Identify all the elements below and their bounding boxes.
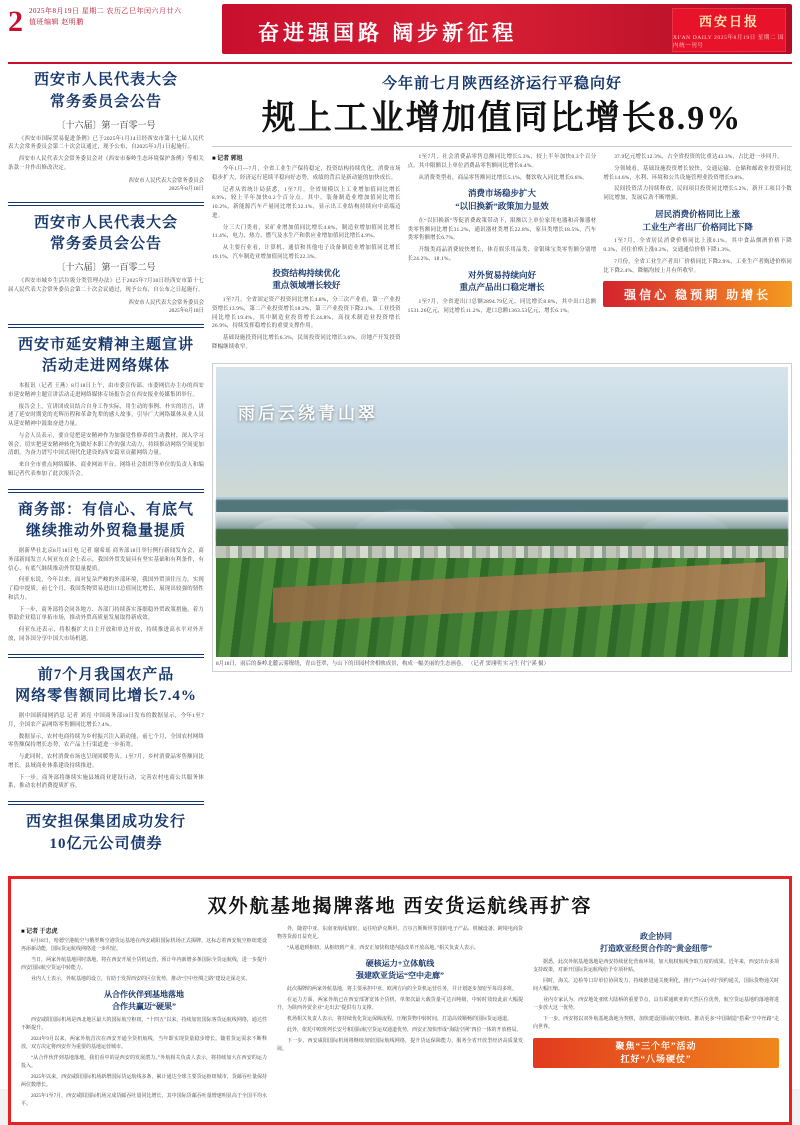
landscape-photo (216, 367, 788, 657)
paragraph: “从合作伙伴到基地落地，我们看中的是西安的发展潜力。”外航相关负责人表示，将持续加大在西安的运力投入。 (21, 1055, 267, 1069)
lead-headline (212, 99, 792, 138)
paragraph: 下一步，西安将以双外航基地落地为契机，加快建设国际航空枢纽，推动更多“中国制造”搭乘“空中丝路”走向世界。 (533, 1016, 779, 1030)
paragraph: 基础设施投资同比增长6.3%，民间投资同比增长3.6%，房地产开发投资降幅继续收窄。 (212, 335, 401, 350)
bottom-headline: 双外航基地揭牌落地 西安货运航线再扩容 (207, 895, 593, 917)
paragraph: 何亚东还表示，将积极扩大自主开放和单边开放，持续推进高水平对外开放，同各国分享中国大市场机遇。 (8, 627, 204, 642)
article-notice-102 (8, 213, 204, 314)
bottom-body-1b (21, 1017, 267, 1109)
article-signature: 西安市人民代表大会常务委员会 2025年8月18日 (128, 177, 204, 192)
paragraph: 本报讯（记者 王燕）8月18日上午，由市委宣传部、市委网信办主办的西安市延安精神主题宣讲活动走进网络媒体专场报告会在西安报业传媒集团举行。 (8, 383, 204, 398)
left-column (8, 70, 204, 866)
bottom-subhead-3: 政企协同 打造欧亚经贸合作的“黄金纽带” (600, 931, 712, 953)
paragraph: 西安咸阳国际机场是西北地区最大的国际航空枢纽，“十四五”以来，持续加密国际客货运航线网络，通达性不断提升。 (21, 1017, 267, 1031)
paragraph: 此次揭牌的两家外航基地，将主要承担中亚、欧洲方向的全货机运营任务，并计划逐步加密至每周多班。 (287, 986, 518, 992)
highlighted-article (8, 876, 792, 1125)
article-title: 西安市人民代表大会 常务委员会公告 (33, 72, 178, 110)
lead-headline-value: 8.9% (657, 100, 743, 137)
paragraph: 此外，依托中欧班列长安号和国际航空货运双通道优势，西安正加快形成“海陆空网”四位一体的开放格局。 (287, 1027, 522, 1033)
photo-overlay-title: 雨后云绕青山翠 (238, 403, 378, 423)
article-body (8, 135, 204, 173)
paragraph: 据新华社北京8月18日电 记者 谢希瑶 商务部18日举行例行新闻发布会，商务部新闻发言人何亚东在会上表示，我国外贸发展具有坚实基础和有利条件，有信心、有底气继续推动外贸稳量提质。 (8, 548, 204, 572)
paragraph: 西安市人民代表大会常务委员会对《西安市秦岭生态环境保护条例》等相关条款一并作出修改决定。 (8, 156, 204, 171)
right-column (212, 70, 792, 866)
lead-column-3 (603, 153, 792, 355)
paragraph: 来自全市重点网络媒体、商业网站平台、网络社会组织等单位的负责人和编辑记者代表参加了此次报告会。 (8, 462, 204, 477)
paragraph: 报告会上，宣讲团成员结合自身工作实际，用生动的事例、朴实的语言，讲述了延安时期党的光辉历程和革命先辈的感人故事，引导广大网络媒体从业人员从延安精神中汲取奋进力量。 (8, 403, 204, 427)
paragraph: 与此同时，农村消费市场也呈现回暖势头。1至7月，乡村消费品零售额同比增长，县域商业体系建设持续推进。 (8, 754, 204, 769)
paragraph: 机场相关负责人表示，将持续优化货运保障流程，压缩货物中转时间，打造高效顺畅的国际货运通道。 (287, 1016, 513, 1022)
article-agri-ecommerce (8, 665, 204, 792)
article-signature: 西安市人民代表大会常务委员会 2025年8月18日 (128, 299, 204, 314)
masthead-left (8, 6, 218, 52)
masthead (0, 0, 800, 60)
paragraph: 7月份，全省工业生产者出厂价格同比下降2.9%，工业生产者购进价格同比下降2.4%，降幅均较上月有所收窄。 (603, 258, 793, 274)
divider (8, 202, 204, 206)
bottom-column-2 (277, 926, 523, 1112)
bottom-body-2b (277, 986, 523, 1054)
paragraph: 《西安市城乡生活垃圾分类管理办法》已于2025年7月30日经西安市第十七届人民代表大会常务委员会第二十次会议通过，现予公布，自公布之日起施行。 (8, 278, 204, 293)
confidence-ribbon: 强信心 稳预期 助增长 (603, 281, 792, 307)
lead-body-5 (408, 298, 597, 316)
page-number: 2 (8, 5, 23, 38)
bottom-columns (21, 926, 779, 1112)
bottom-column-3 (533, 926, 779, 1112)
paragraph: 今年1月—7月，全省工业生产保持稳定，投资结构持续优化，消费市场稳步扩大，经济运行延续平稳向好态势，成绩的背后是新动能的加快成长。 (212, 166, 401, 181)
photo-caption: 8月18日，雨后的秦岭北麓云雾缭绕，青山苍翠，与山下的田园村舍相映成景，构成一幅美丽的生态画卷。 （记者 窦翊明 实习生 付宁溪 摄） (216, 660, 549, 667)
lead-body-1 (212, 165, 401, 262)
bottom-body-3 (533, 959, 779, 1032)
paragraph: 下一步，西安咸阳国际机场将继续加密国际航线网络，提升货运保障能力，服务全省开放型经济高质量发展。 (277, 1038, 523, 1052)
paragraph: 在运力方面，两家外航已在西安部署宽体全货机，单架次最大载货量可达百吨级，中转时效较此前大幅提升，为陕西外贸企业“走出去”提供有力支撑。 (277, 997, 523, 1011)
bottom-body-1 (21, 938, 267, 984)
paragraph: 从消费类型看，商品零售额同比增长5.1%，餐饮收入同比增长6.6%。 (418, 174, 588, 181)
lead-subhead-consumption: 消费市场稳步扩大 “以旧换新”政策加力显效 (455, 188, 549, 212)
lead-body-4 (408, 217, 597, 264)
masthead-editor: 值班编辑 赵明鹏 (29, 17, 84, 26)
paragraph: 2025年以来，西安咸阳国际机场新增国际货运航线多条，累计通达全球主要货运枢纽城市，货邮吞吐量保持两位数增长。 (21, 1074, 267, 1088)
lead-column-1 (212, 153, 401, 355)
paragraph: 1至7月，社会消费品零售总额同比增长5.3%，较上半年加快0.3个百分点。其中限额以上单位消费品零售额同比增长6.4%。 (407, 154, 597, 169)
campaign-badge (533, 1038, 779, 1068)
lead-byline: ■ 记者 郭旭 (212, 153, 401, 162)
paragraph: 分领域看，基础设施投资增长较快，交通运输、仓储和邮政业投资同比增长14.6%，水利、环境和公共设施管理业投资增长9.8%。 (603, 165, 793, 181)
masthead-banner (222, 4, 792, 54)
lead-column-2 (408, 153, 597, 355)
paragraph: 升级类商品消费较快增长，体育娱乐用品类、金银珠宝类零售额分别增长24.2%、18.1%。 (407, 247, 597, 262)
lead-body-3 (408, 153, 597, 182)
paragraph: 2024年9月以来，两家外航首次在西安开通全货机航线，当年即实现货量稳步增长。随着货运需求不断释放，双方决定将西安作为重要的基地运营城市。 (21, 1036, 267, 1050)
paragraph: 1至7月，全省进出口总额2894.79亿元，同比增长8.8%，其中出口总额1531.26亿元，同比增长11.2%，进口总额1363.53亿元，增长6.1%。 (407, 299, 597, 314)
article-title: 西安担保集团成功发行 10亿元公司债券 (25, 814, 186, 852)
paragraph: 2025年1至7月，西安咸阳国际机场完成货邮吞吐量同比增长，其中国际货邮吞吐量增速明显高于全国平均水平。 (21, 1093, 267, 1107)
article-title: 西安市人民代表大会 常务委员会公告 (33, 214, 178, 253)
paragraph: 据中国新闻网消息 记者 刘亮 中国商务部18日发布的数据显示，今年1至7月，全国农产品网络零售额同比增长7.4%。 (8, 713, 204, 728)
paragraph: 与会人员表示，要自觉把延安精神作为加强党性修养的生动教材，深入学习领会，切实把延安精神转化为做好本职工作的强大动力，持续推动网络空间更加清朗，为奋力谱写中国式现代化建设的西安篇章贡献网络力量。 (8, 432, 204, 457)
paragraph: 下一步，商务部将继续实施县域商业建设行动，完善农村电商公共服务体系，推动农村消费提质扩容。 (8, 774, 204, 790)
newspaper-logo (672, 8, 786, 52)
paragraph: “从通道到枢纽，从枢纽到产业，西安正加快构建内陆改革开放高地。”相关负责人表示。 (287, 945, 479, 951)
paragraph: 数据显示，农村电商持续为乡村振兴注入新动能，前七个月，全国农村网络零售额保持增长态势，农产品上行渠道进一步拓宽。 (8, 733, 204, 749)
divider (8, 489, 204, 493)
article-body (8, 277, 204, 295)
bottom-body-2 (277, 926, 523, 953)
bottom-column-1 (21, 926, 267, 1112)
paragraph: 据悉，此次外航基地落地是西安持续优化营商环境、加大航权航线争取力度的成果。近年来，西安出台多项支持政策，对新开国际货运航线给予专项补贴。 (533, 959, 779, 973)
lead-body-2 (212, 296, 401, 352)
lead-columns (212, 153, 792, 355)
article-body (8, 712, 204, 791)
lead-eyebrow: 今年前七月陕西经济运行平稳向好 (381, 76, 622, 92)
paragraph: 在“以旧换新”等促消费政策带动下，限额以上单位家用电器和音像器材类零售额同比增长31.2%，通讯器材类增长22.8%，家具类增长18.5%，汽车类零售额增长6.7%。 (407, 217, 597, 242)
divider (212, 146, 792, 147)
masthead-date-info (29, 6, 182, 27)
paragraph: 民间投资活力持续释放，民间项目投资同比增长5.2%，新开工项目个数同比增加，发展后劲不断增强。 (603, 186, 793, 202)
lead-headline-text: 规上工业增加值同比增长 (261, 100, 658, 137)
lead-body-7 (603, 237, 792, 275)
divider (8, 654, 204, 658)
paragraph: 同时，海关、边检等口岸单位协同发力，持续推进通关便利化，推行“7×24小时”预约通关，国际货物通关时间大幅压缩。 (533, 978, 779, 992)
paragraph: 分三大门类看，采矿业增加值同比增长4.8%，制造业增加值同比增长11.4%，电力、热力、燃气及水生产和供应业增加值同比增长4.9%。 (212, 224, 401, 240)
article-subtitle: 〔十六届〕第一百零二号 (56, 262, 156, 272)
bottom-byline: ■ 记者 于忠虎 (21, 926, 267, 935)
article-yanan-spirit (8, 335, 204, 479)
article-title: 前7个月我国农产品 网络零售额同比增长7.4% (15, 666, 197, 705)
paragraph: 业内人士表示，外航基地的设立，有助于发挥西安的区位优势，推动“空中丝绸之路”建设走深走实。 (31, 976, 251, 982)
article-xian-guarantee-bond (8, 812, 204, 856)
bottom-subhead-2: 硬核运力+立体航线 强建欧亚货运“空中走廊” (356, 958, 444, 980)
paragraph: 记者从省统计局获悉，1至7月，全省规模以上工业增加值同比增长8.9%，较上半年加快0.2个百分点。其中，装备制造业增加值同比增长10.2%，新能源汽车产量同比增长32.1%，显示出工业结构持续向中高端迈进。 (212, 186, 401, 219)
article-title: 商务部：有信心、有底气 继续推动外贸稳量提质 (17, 501, 194, 540)
campaign-badge-line2: 扛好“八场硬仗” (620, 1053, 692, 1064)
divider (8, 324, 204, 328)
article-body (8, 382, 204, 479)
paragraph: 外，随着中亚、东南亚航线加密，运往哈萨克斯坦、吉尔吉斯斯坦等国的电子产品、机械设备、跨境电商货物等货源日益充足。 (277, 926, 523, 940)
article-notice-101 (8, 70, 204, 192)
article-subtitle: 〔十六届〕第一百零一号 (56, 119, 156, 130)
divider (8, 801, 204, 805)
campaign-badge-line1: 聚焦“三个年”活动 (615, 1041, 697, 1052)
photo-block (212, 363, 792, 672)
lead-subhead-prices: 居民消费价格同比上涨 工业生产者出厂价格同比下降 (642, 208, 753, 232)
paragraph: 何亚东说，今年以来，面对复杂严峻的外部环境，我国外贸顶住压力，实现了稳中提质。前七个月，我国货物贸易进出口总值同比增长，展现出较强的韧性和活力。 (8, 577, 204, 601)
paragraph: 1至7月，全省固定资产投资同比增长4.8%，分三次产业看，第一产业投资增长13.9%，第二产业投资增长18.2%，第三产业投资下降2.1%。工业投资同比增长19.4%，其中制造业投资增长24.8%，高技术制造业投资增长26.9%，持续发挥稳增长的重要支撑作用。 (212, 297, 401, 330)
paragraph: 1至7月，全省居民消费价格同比上涨0.1%。其中食品烟酒价格下降0.3%，居住价格上涨0.2%，交通通信价格下降1.3%。 (603, 238, 793, 254)
masthead-date: 2025年8月19日 星期二 农历乙巳年闰六月廿六 (29, 7, 182, 15)
paragraph: 《西安市国际贸易促进条例》已于2025年1月14日经西安市第十七届人民代表大会常务委员会第二十次会议通过，现予公布，自2025年3月1日起施行。 (8, 135, 204, 151)
lead-subhead-investment: 投资结构持续优化 重点领域增长较好 (272, 267, 341, 291)
paragraph: 业内专家认为，西安地处亚欧大陆桥的重要节点，具有联通欧亚的天然区位优势，航空货运基地的落地将进一步放大这一优势。 (533, 997, 779, 1011)
logo-title: 西安日报 (698, 14, 759, 29)
lead-subhead-trade: 对外贸易持续向好 重点产品出口稳定增长 (459, 269, 545, 293)
masthead-slogan: 奋进强国路 阔步新征程 (258, 21, 518, 45)
article-body (8, 547, 204, 644)
logo-subtitle: XI'AN DAILY 2025年8月19日 星期二 国内统一刊号 (673, 35, 785, 49)
article-title: 西安市延安精神主题宣讲 活动走进网络媒体 (17, 336, 194, 375)
paragraph: 8月18日，哈德空港航空与俄罗斯空港货运基地在西安咸阳国际机场正式揭牌，这标志着西安航空枢纽建设再添新动能，国际货运航线网络进一步织密。 (21, 938, 267, 952)
paragraph: 当日，两家外航基地同时落地，将在西安开展全货机运营，预计年内新增多条国际全货运航线，进一步提升西安国际航空货运中转能力。 (21, 957, 267, 971)
article-mofcom-trade (8, 500, 204, 644)
bottom-subhead-1: 从合作伙伴到基地落地 合作共赢迈“硬果” (104, 989, 184, 1011)
paragraph: 从主要行业看，计算机、通信和其他电子设备制造业增加值同比增长19.1%，汽车制造业增加值同比增长22.3%。 (212, 245, 401, 260)
page-body (0, 64, 800, 866)
paragraph: 37.9亿元增长12.3%，占全省投资的比重达43.3%，占比进一步回升。 (614, 154, 783, 161)
lead-body-6 (603, 153, 792, 203)
paragraph: 下一步，商务部将会同各地方、各部门持续落实落细稳外贸政策措施，着力帮助企业稳订单拓市场，推动外贸高质量发展取得新成效。 (8, 606, 204, 622)
